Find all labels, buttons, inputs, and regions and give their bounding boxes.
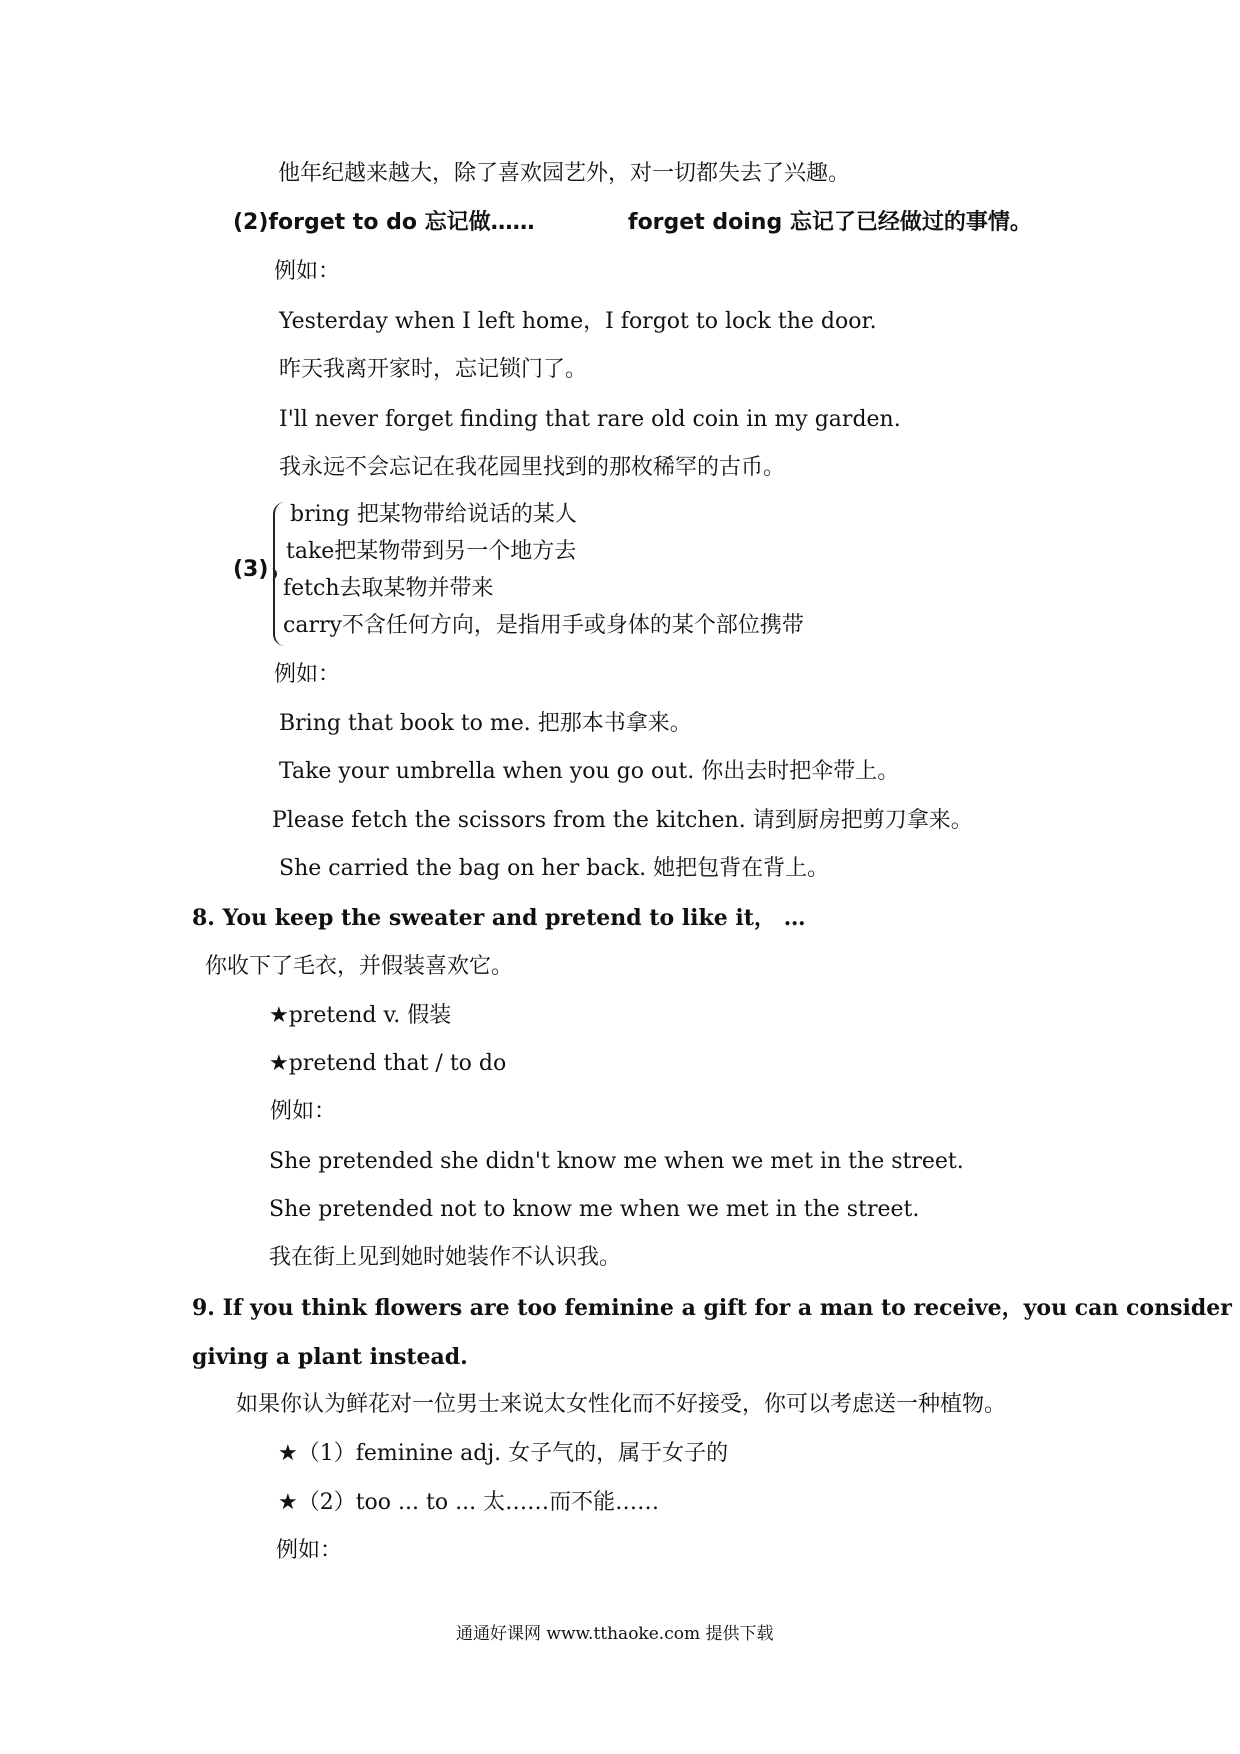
text-line: 他年纪越来越大，除了喜欢园艺外，对一切都失去了兴趣。 [278, 161, 851, 186]
example-sentence: She carried the bag on her back. 她把包背在背上。 [279, 856, 830, 881]
section-heading: 9. If you think flowers are too feminine a gift for a man to receive，you can consider [192, 1295, 1232, 1321]
vocab-item: ★（2）too ... to ... 太……而不能…… [278, 1490, 660, 1515]
section-heading-continued: giving a plant instead. [192, 1344, 468, 1370]
example-label: 例如： [274, 662, 341, 687]
definition-line: fetch去取某物并带来 [283, 576, 494, 601]
example-sentence: Bring that book to me. 把那本书拿来。 [279, 711, 692, 736]
subheading: (2)forget to do 忘记做…… [233, 210, 535, 235]
definition-line: bring 把某物带给说话的某人 [290, 502, 577, 527]
section-heading: 8. You keep the sweater and pretend to like it， … [192, 905, 806, 931]
vocab-item: ★pretend that / to do [269, 1051, 507, 1076]
definition-line: carry不含任何方向，是指用手或身体的某个部位携带 [283, 613, 804, 638]
subheading: forget doing 忘记了已经做过的事情。 [628, 210, 1032, 235]
translation: 我永远不会忘记在我花园里找到的那枚稀罕的古币。 [279, 455, 786, 480]
example-sentence: She pretended she didn't know me when we met in the street. [269, 1149, 964, 1174]
item-number: (3) [233, 557, 269, 582]
example-label: 例如： [276, 1538, 343, 1563]
translation: 我在街上见到她时她装作不认识我。 [269, 1245, 622, 1270]
brace-tip-icon [265, 568, 277, 580]
example-sentence: Please fetch the scissors from the kitchen. 请到厨房把剪刀拿来。 [272, 808, 973, 833]
translation: 你收下了毛衣，并假装喜欢它。 [205, 954, 514, 979]
translation: 如果你认为鲜花对一位男士来说太女性化而不好接受，你可以考虑送一种植物。 [236, 1392, 1007, 1417]
definition-line: take把某物带到另一个地方去 [286, 539, 577, 564]
example-sentence: Yesterday when I left home，I forgot to lock the door. [279, 309, 877, 334]
example-sentence: She pretended not to know me when we met in the street. [269, 1197, 920, 1222]
example-sentence: I'll never forget finding that rare old coin in my garden. [279, 407, 901, 432]
example-label: 例如： [274, 259, 341, 284]
example-sentence: Take your umbrella when you go out. 你出去时把伞带上。 [279, 759, 900, 784]
example-label: 例如： [270, 1099, 337, 1124]
vocab-item: ★pretend v. 假装 [269, 1003, 452, 1028]
translation: 昨天我离开家时，忘记锁门了。 [279, 357, 588, 382]
page-footer: 通通好课网 www.tthaoke.com 提供下载 [456, 1624, 774, 1644]
vocab-item: ★（1）feminine adj. 女子气的，属于女子的 [278, 1441, 729, 1466]
